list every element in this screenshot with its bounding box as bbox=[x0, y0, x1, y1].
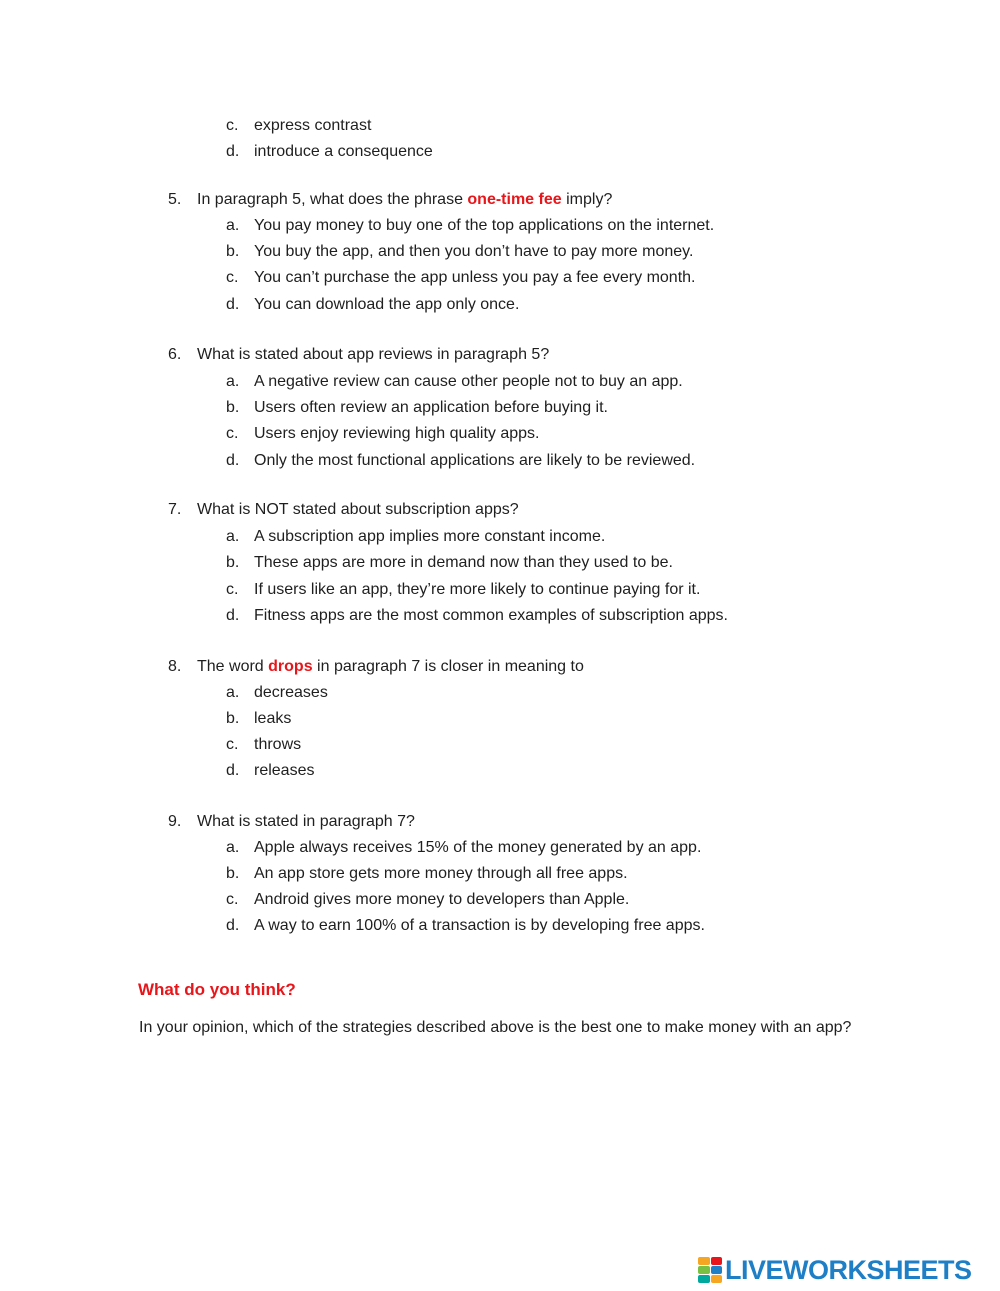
option-text: Fitness apps are the most common examples of subscription apps. bbox=[254, 607, 728, 624]
option-text: express contrast bbox=[254, 117, 372, 134]
option-text: A negative review can cause other people not to buy an app. bbox=[254, 373, 683, 390]
highlighted-phrase: one-time fee bbox=[467, 191, 562, 208]
option-text: decreases bbox=[254, 684, 328, 701]
option-letter: c. bbox=[226, 117, 239, 134]
opinion-prompt: In your opinion, which of the strategies described above is the best one to make money with an app? bbox=[139, 1019, 852, 1036]
option-letter: b. bbox=[226, 710, 240, 727]
logo-text: LIVEWORKSHEETS bbox=[725, 1255, 972, 1285]
question-number: 5. bbox=[168, 191, 182, 208]
option-letter: a. bbox=[226, 373, 240, 390]
option-letter: d. bbox=[226, 296, 240, 313]
option-letter: d. bbox=[226, 917, 240, 934]
question-text: In paragraph 5, what does the phrase one-time fee imply? bbox=[197, 191, 613, 208]
option-letter: a. bbox=[226, 217, 240, 234]
option-text: A subscription app implies more constant income. bbox=[254, 528, 606, 545]
option-text: You pay money to buy one of the top applications on the internet. bbox=[254, 217, 715, 234]
option-letter: a. bbox=[226, 684, 240, 701]
option-text: throws bbox=[254, 736, 302, 753]
option-text: You buy the app, and then you don’t have to pay more money. bbox=[254, 243, 694, 260]
option-text: You can download the app only once. bbox=[254, 296, 520, 313]
option-text: An app store gets more money through all free apps. bbox=[254, 865, 628, 882]
option-letter: a. bbox=[226, 528, 240, 545]
question-number: 8. bbox=[168, 658, 182, 675]
option-text: leaks bbox=[254, 710, 292, 727]
option-text: You can’t purchase the app unless you pay a fee every month. bbox=[254, 269, 696, 286]
highlighted-word: drops bbox=[268, 658, 313, 675]
option-letter: c. bbox=[226, 736, 239, 753]
option-letter: b. bbox=[226, 399, 240, 416]
opinion-heading: What do you think? bbox=[138, 980, 296, 999]
option-letter: d. bbox=[226, 762, 240, 779]
option-letter: b. bbox=[226, 554, 240, 571]
option-text: Only the most functional applications are likely to be reviewed. bbox=[254, 452, 696, 469]
option-text: introduce a consequence bbox=[254, 143, 433, 160]
liveworksheets-logo bbox=[698, 1255, 972, 1285]
question-number: 6. bbox=[168, 346, 182, 363]
option-letter: c. bbox=[226, 891, 239, 908]
option-text: Users enjoy reviewing high quality apps. bbox=[254, 425, 540, 442]
option-text: If users like an app, they’re more likely to continue paying for it. bbox=[254, 581, 701, 598]
question-text: What is stated in paragraph 7? bbox=[197, 813, 415, 830]
option-letter: d. bbox=[226, 143, 240, 160]
option-letter: c. bbox=[226, 581, 239, 598]
question-text: What is stated about app reviews in paragraph 5? bbox=[197, 346, 550, 363]
logo-blocks-icon bbox=[698, 1257, 722, 1283]
option-letter: a. bbox=[226, 839, 240, 856]
option-text: releases bbox=[254, 762, 315, 779]
option-letter: c. bbox=[226, 425, 239, 442]
option-letter: d. bbox=[226, 607, 240, 624]
question-text: What is NOT stated about subscription apps? bbox=[197, 501, 519, 518]
question-number: 7. bbox=[168, 501, 182, 518]
option-letter: b. bbox=[226, 243, 240, 260]
option-text: These apps are more in demand now than they used to be. bbox=[254, 554, 673, 571]
question-number: 9. bbox=[168, 813, 182, 830]
option-text: A way to earn 100% of a transaction is by developing free apps. bbox=[254, 917, 705, 934]
option-letter: d. bbox=[226, 452, 240, 469]
option-text: Android gives more money to developers than Apple. bbox=[254, 891, 630, 908]
question-text: The word drops in paragraph 7 is closer in meaning to bbox=[197, 658, 584, 675]
option-letter: b. bbox=[226, 865, 240, 882]
option-text: Apple always receives 15% of the money generated by an app. bbox=[254, 839, 702, 856]
option-letter: c. bbox=[226, 269, 239, 286]
option-text: Users often review an application before buying it. bbox=[254, 399, 608, 416]
